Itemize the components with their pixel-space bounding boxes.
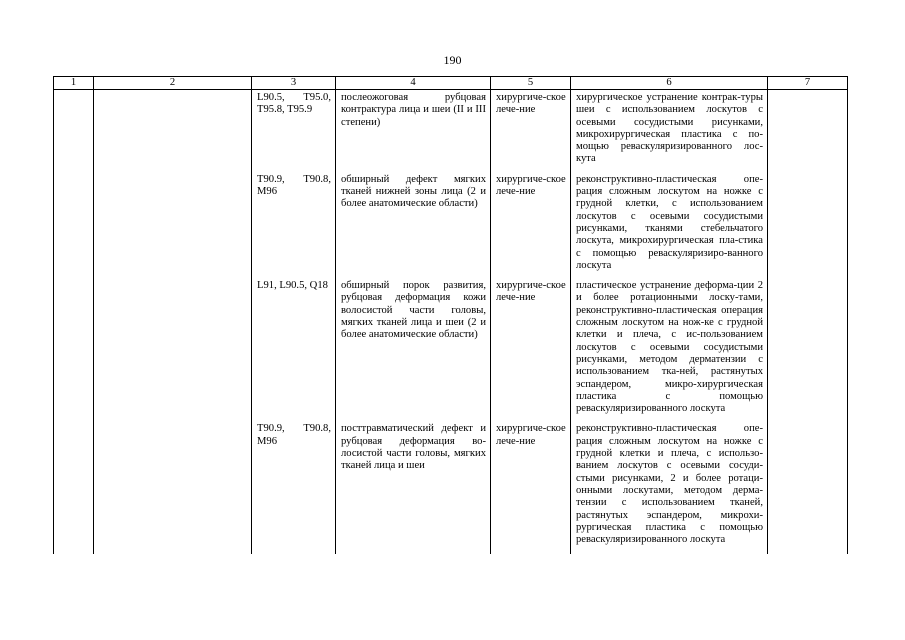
diagnosis-codes-cell: T90.9, T90.8, M96: [252, 423, 336, 554]
empty-cell: [94, 174, 252, 280]
empty-cell: [768, 174, 848, 280]
column-header-6: 6: [571, 77, 768, 90]
page-number: 190: [443, 53, 462, 67]
empty-cell: [94, 423, 252, 554]
column-header-3: 3: [252, 77, 336, 90]
empty-cell: [54, 90, 94, 174]
treatment-type-cell: хирургиче-ское лече-ние: [491, 90, 571, 174]
diagnosis-codes-cell: T90.9, T90.8, M96: [252, 174, 336, 280]
empty-cell: [54, 423, 94, 554]
treatment-method-cell: хирургическое устранение контрак-туры шеи с использованием лоскутов с осевыми сосудистыми рисунками, микрохирургическая пластика с по-мощью реваскуляризированного лос-кута: [571, 90, 768, 174]
condition-cell: послеожоговая рубцовая контрактура лица и шеи (II и III степени): [336, 90, 491, 174]
diagnosis-codes-cell: L90.5, T95.0, T95.8, T95.9: [252, 90, 336, 174]
condition-cell: обширный порок развития, рубцовая деформация кожи волосистой части головы, мягких тканей лица и шеи (2 и более анатомические области): [336, 280, 491, 423]
diagnosis-codes-cell: L91, L90.5, Q18: [252, 280, 336, 423]
table-row: [54, 280, 848, 423]
column-header-4: 4: [336, 77, 491, 90]
condition-cell: посттравматический дефект и рубцовая деформация во-лосистой части головы, мягких тканей лица и шеи: [336, 423, 491, 554]
treatment-method-cell: пластическое устранение деформа-ции 2 и более ротационными лоску-тами, реконструктивно-пластическая операция сложным лоскутом на нож-ке с грудной клетки и плеча, с ис-пользованием лоскутов с осевыми сосудистыми рисунками, методом дерматензии с использованием тка-ней, растянутых эспандером, микро-хирургическая пластика с помощью реваскуляризированного лоскута: [571, 280, 768, 423]
table-row: [54, 90, 848, 174]
column-header-7: 7: [768, 77, 848, 90]
empty-cell: [54, 174, 94, 280]
empty-cell: [768, 90, 848, 174]
empty-cell: [54, 280, 94, 423]
column-number-row: [54, 77, 848, 90]
treatment-method-cell: реконструктивно-пластическая опе-рация сложным лоскутом на ножке с грудной клетки, с использованием лоскутов с осевыми сосудистыми рисунками, тканями стебельчатого лоскута, микрохирургическая пла-стика с помощью реваскуляризиро-ванного лоскута: [571, 174, 768, 280]
column-header-2: 2: [94, 77, 252, 90]
empty-cell: [94, 90, 252, 174]
table-row: [54, 174, 848, 280]
column-header-1: 1: [54, 77, 94, 90]
empty-cell: [768, 280, 848, 423]
treatment-type-cell: хирургиче-ское лече-ние: [491, 280, 571, 423]
treatment-method-cell: реконструктивно-пластическая опе-рация сложным лоскутом на ножке с грудной клетки и плеча, с использо-ванием лоскутов с осевыми сосуди-стыми рисунками, 2 и более ротаци-онными лоскутами, методом дерма-тензии с использованием тканей, растянутых эспандером, микрохи-рургическая пластика с помощью реваскуляризированного лоскута: [571, 423, 768, 554]
column-header-5: 5: [491, 77, 571, 90]
treatment-type-cell: хирургиче-ское лече-ние: [491, 423, 571, 554]
medical-procedures-table: [53, 76, 848, 554]
table-row: [54, 423, 848, 554]
empty-cell: [94, 280, 252, 423]
condition-cell: обширный дефект мягких тканей нижней зоны лица (2 и более анатомические области): [336, 174, 491, 280]
empty-cell: [768, 423, 848, 554]
treatment-type-cell: хирургиче-ское лече-ние: [491, 174, 571, 280]
